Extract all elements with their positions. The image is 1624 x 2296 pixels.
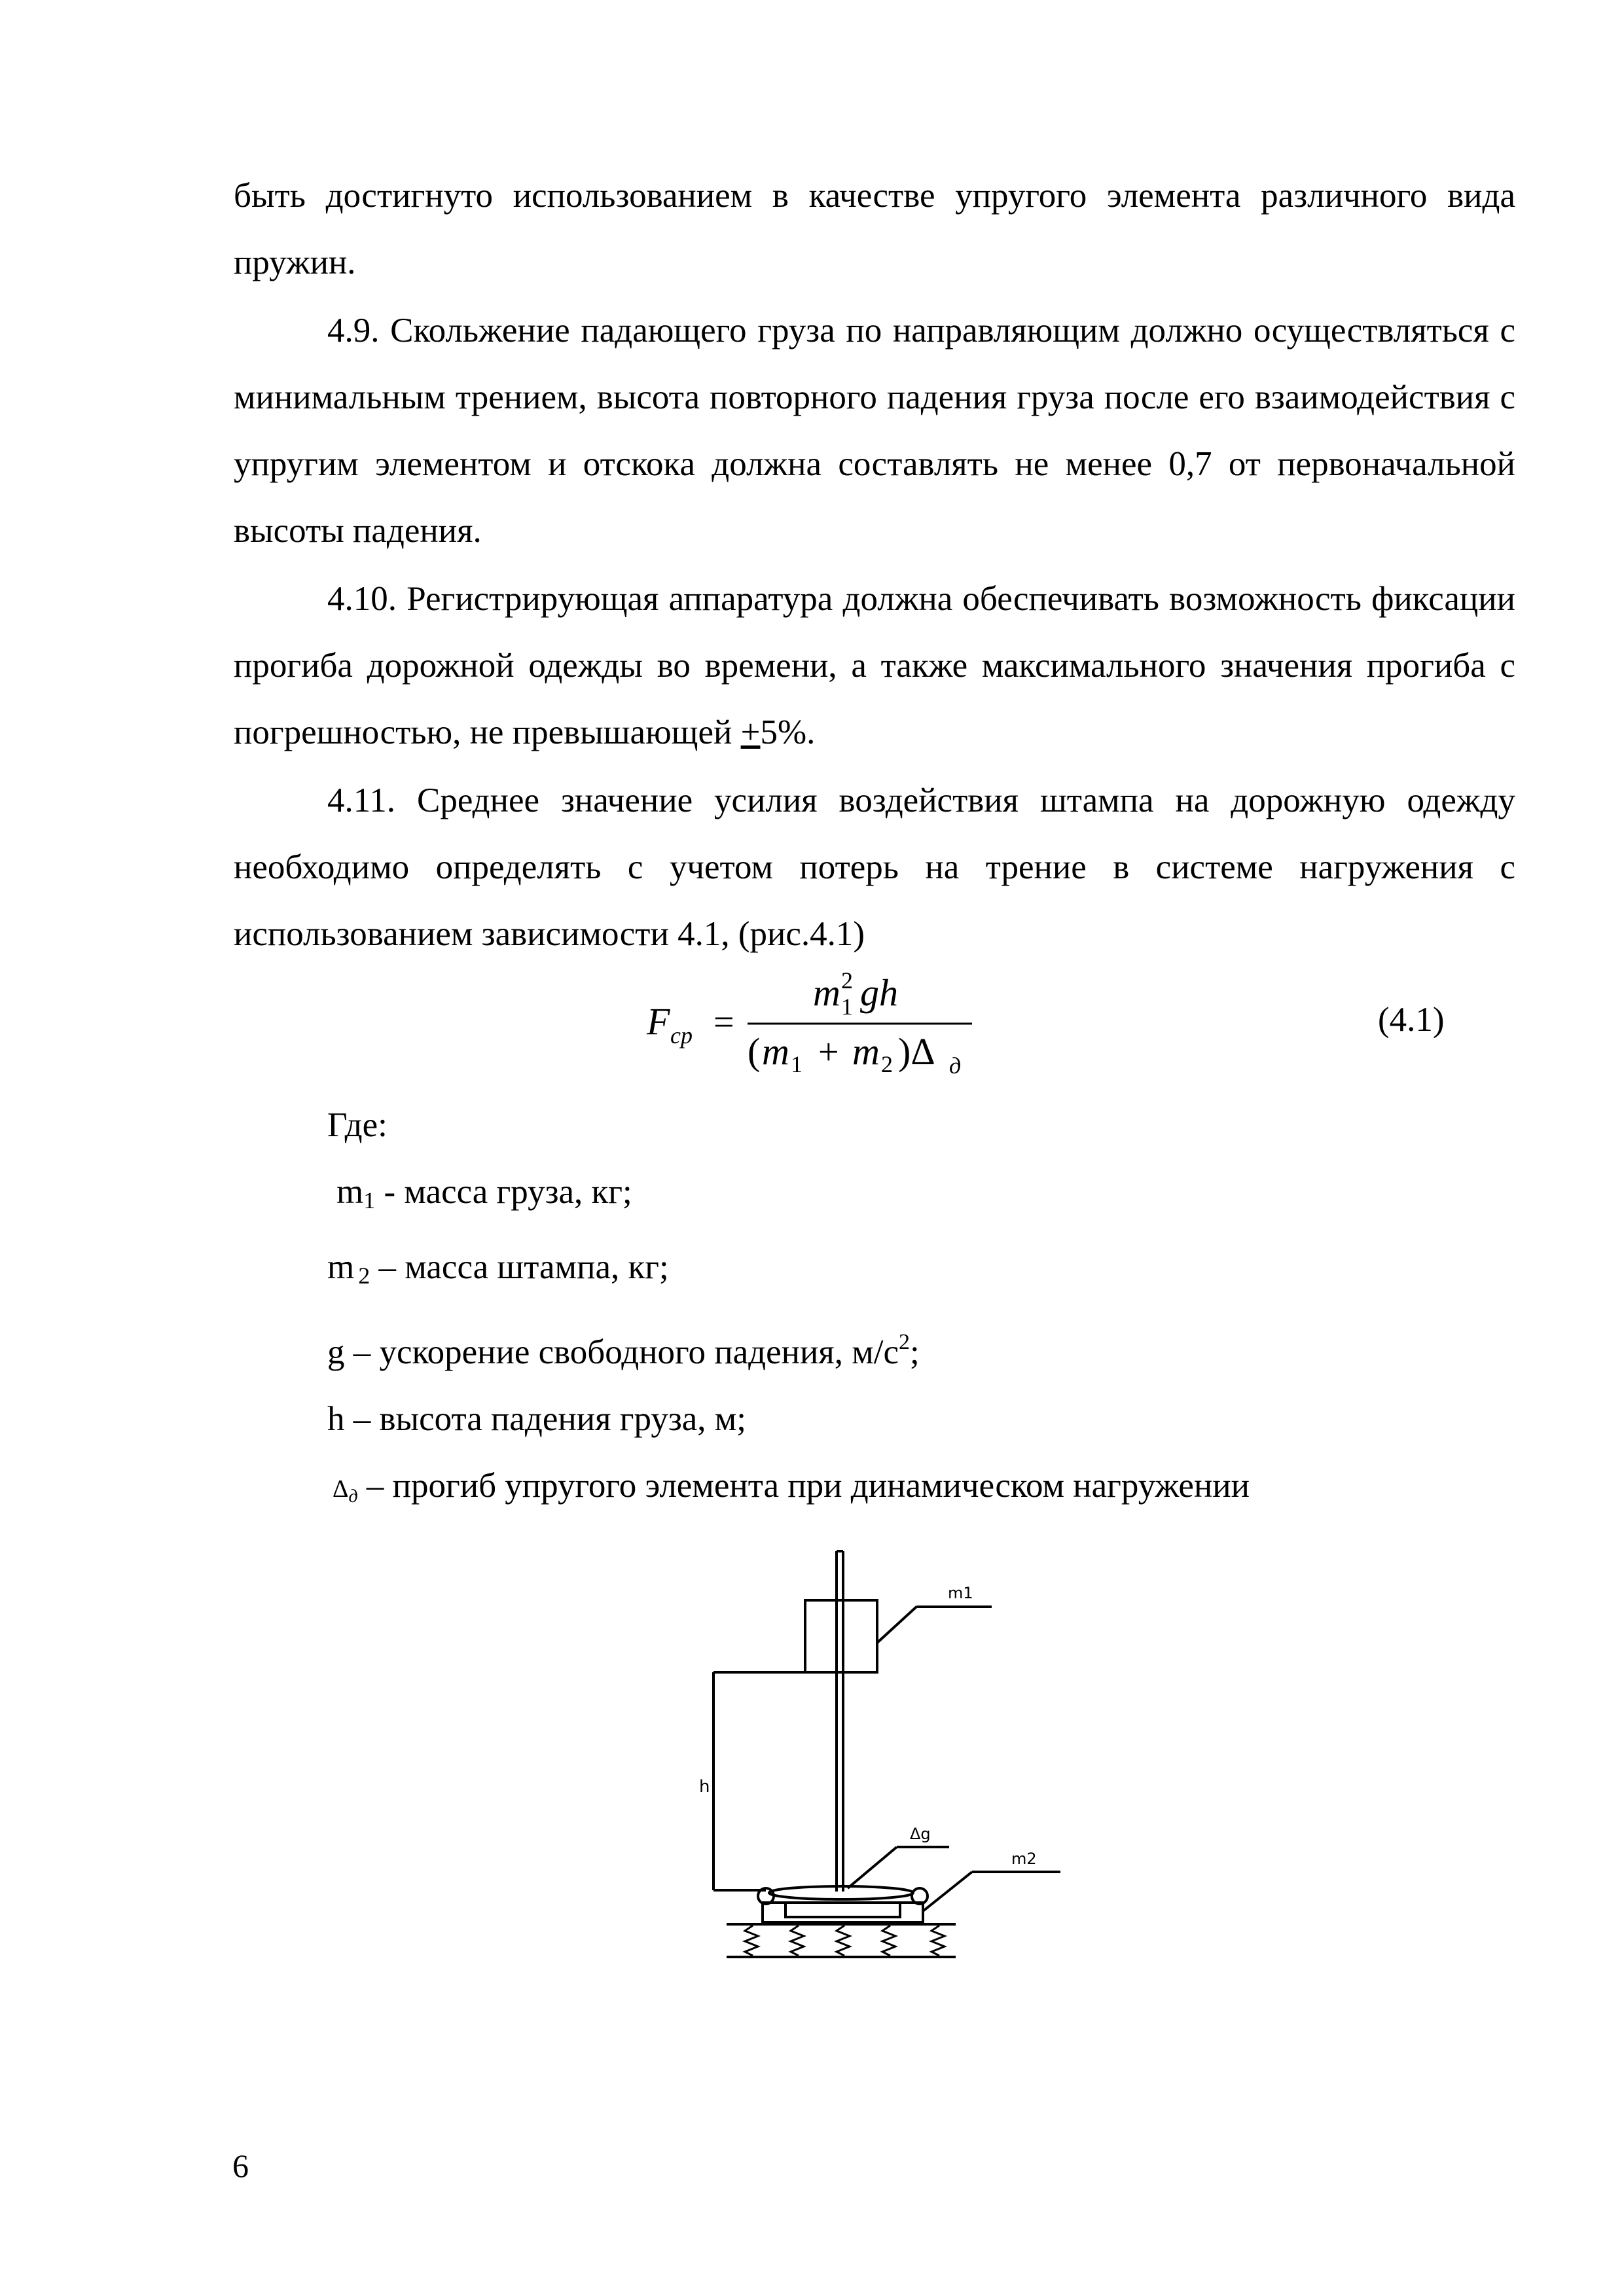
m1-symbol: m xyxy=(336,1173,364,1211)
m1-subscript: 1 xyxy=(363,1187,376,1213)
definition-m2 xyxy=(327,1234,1250,1309)
formula-4-1 xyxy=(641,962,995,1080)
formula-den-sub1: 1 xyxy=(791,1051,803,1077)
g-end: ; xyxy=(910,1333,920,1371)
definition-g xyxy=(327,1309,1250,1386)
leader-delta xyxy=(848,1847,897,1888)
label-h: h xyxy=(699,1777,710,1797)
paragraph-4-11: 4.11. Среднее значение усилия воздействия штампа на дорожную одежду необходимо определять с учетом потерь на трение в системе нагружения с использованием зависимости 4.1, (рис.4.1) xyxy=(234,781,1515,953)
body-text xyxy=(234,162,1515,967)
paragraph-continuation: быть достигнуто использованием в качестве упругого элемента различного вида пружин. xyxy=(234,177,1515,281)
page-number: 6 xyxy=(232,2147,249,2184)
m2-text: – масса штампа, кг; xyxy=(370,1248,669,1286)
delta-symbol: Δ xyxy=(333,1475,349,1503)
m2-symbol: m xyxy=(327,1248,355,1286)
leader-m1 xyxy=(877,1607,916,1643)
g-superscript: 2 xyxy=(899,1330,910,1354)
plus-minus-sign: + xyxy=(740,713,761,751)
formula-den-sub3: д xyxy=(949,1052,962,1079)
spring-1 xyxy=(745,1926,758,1956)
formula-num-m: m xyxy=(813,971,840,1014)
stamp-inner xyxy=(785,1903,900,1917)
formula-num-rest: gh xyxy=(860,971,898,1014)
formula-den-m1: m xyxy=(762,1030,789,1073)
elastic-element xyxy=(769,1886,913,1899)
springs xyxy=(745,1926,945,1956)
paragraph-4-10 xyxy=(234,565,1515,766)
paragraph-4-10-end: 5%. xyxy=(760,713,816,751)
formula-lhs: F xyxy=(647,1000,670,1043)
delta-text: – прогиб упругого элемента при динамическом нагружении xyxy=(357,1467,1250,1505)
formula-den-plus: + xyxy=(818,1032,839,1073)
formula-lhs-sub: ср xyxy=(670,1022,693,1049)
spring-2 xyxy=(791,1926,804,1956)
formula-num-sub: 1 xyxy=(841,994,853,1020)
definition-h: h – высота падения груза, м; xyxy=(327,1400,747,1438)
figure-4-1 xyxy=(699,1551,1080,1983)
label-m2: m2 xyxy=(1011,1850,1037,1868)
definitions-list xyxy=(327,1092,1250,1530)
formula-den-m2: m xyxy=(852,1030,880,1073)
definitions-heading: Где: xyxy=(327,1106,388,1144)
label-delta: Δg xyxy=(910,1825,931,1843)
formula-number: (4.1) xyxy=(1378,1001,1445,1039)
delta-subscript: д xyxy=(348,1486,358,1507)
formula-den-close: )Δ xyxy=(898,1030,935,1073)
g-text: g – ускорение свободного падения, м/с xyxy=(327,1333,899,1371)
formula-num-sup: 2 xyxy=(841,967,853,994)
definition-delta xyxy=(327,1452,1250,1530)
m2-subscript: 2 xyxy=(358,1263,370,1289)
formula-equals: = xyxy=(713,1002,734,1043)
spring-3 xyxy=(837,1926,850,1956)
paragraph-4-9: 4.9. Скольжение падающего груза по направляющим должно осуществляться с минимальным трением, высота повторного падения груза после его взаимодействия с упругим элементом и отскока должна составлять не менее 0,7 от первоначальной высоты падения. xyxy=(234,312,1515,550)
spring-5 xyxy=(931,1926,945,1956)
paragraph-4-10-text: 4.10. Регистрирующая аппаратура должна обеспечивать возможность фиксации прогиба дорожной одежды во времени, а также максимального значения прогиба с погрешностью, не превышающей xyxy=(234,580,1515,751)
leader-m2 xyxy=(923,1872,972,1911)
formula-den-sub2: 2 xyxy=(881,1051,893,1077)
definition-m1 xyxy=(327,1158,1250,1234)
formula-den-open: ( xyxy=(748,1030,761,1073)
spring-4 xyxy=(882,1926,895,1956)
falling-weight xyxy=(805,1600,877,1672)
m1-text: - масса груза, кг; xyxy=(375,1173,632,1211)
label-m1: m1 xyxy=(948,1584,973,1602)
